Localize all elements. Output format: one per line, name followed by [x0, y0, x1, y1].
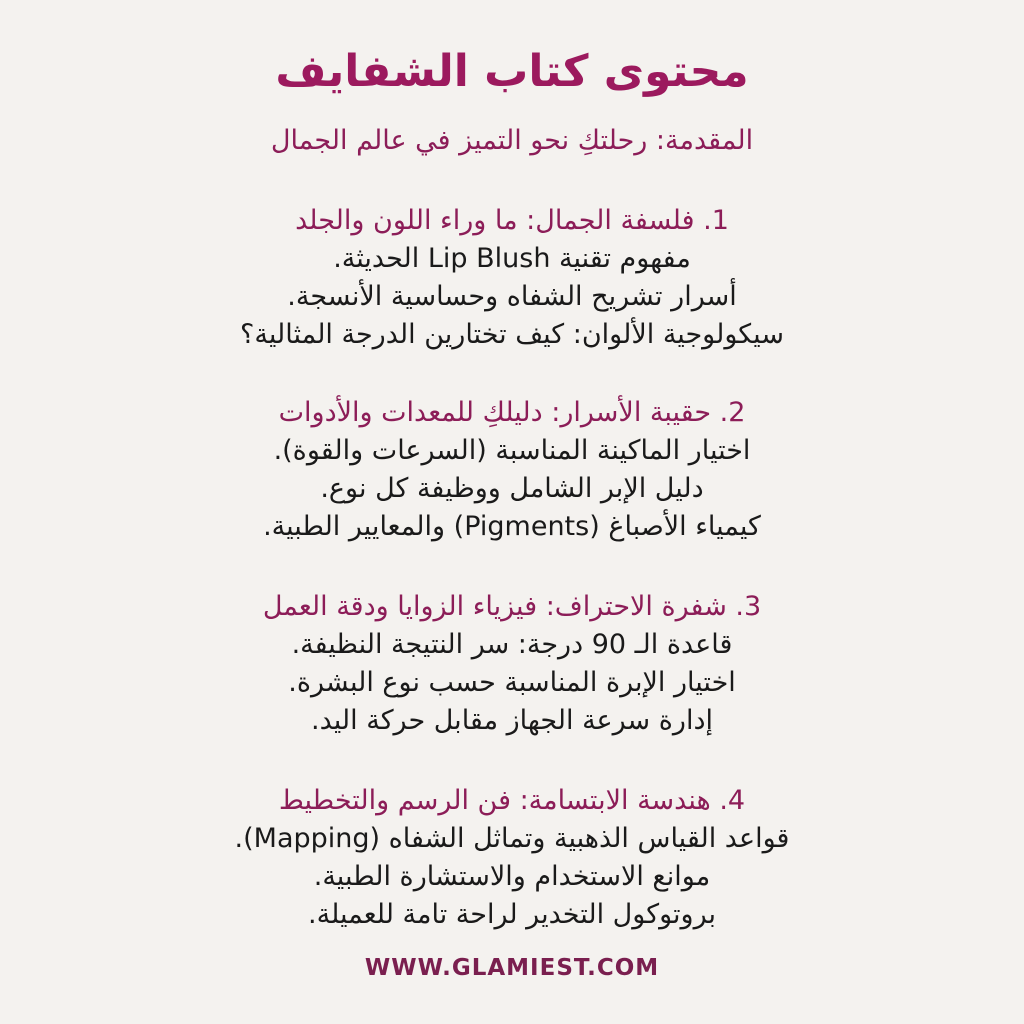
- section-item: اختيار الماكينة المناسبة (السرعات والقوة).: [273, 435, 751, 466]
- section-item: موانع الاستخدام والاستشارة الطبية.: [313, 861, 711, 892]
- section-item: إدارة سرعة الجهاز مقابل حركة اليد.: [311, 705, 713, 736]
- section-2: [0, 394, 1024, 546]
- page-title: محتوى كتاب الشفايف: [275, 46, 749, 97]
- section-item: دليل الإبر الشامل ووظيفة كل نوع.: [320, 473, 704, 504]
- section-4: [0, 782, 1024, 934]
- section-item: قواعد القياس الذهبية وتماثل الشفاه (Mapping).: [234, 823, 790, 854]
- section-item: أسرار تشريح الشفاه وحساسية الأنسجة.: [287, 281, 737, 312]
- section-item: مفهوم تقنية Lip Blush الحديثة.: [333, 243, 691, 274]
- section-item: قاعدة الـ 90 درجة: سر النتيجة النظيفة.: [291, 629, 733, 660]
- section-item: بروتوكول التخدير لراحة تامة للعميلة.: [308, 899, 716, 930]
- section-heading: 3. شفرة الاحتراف: فيزياء الزوايا ودقة العمل: [262, 591, 762, 622]
- section-item: سيكولوجية الألوان: كيف تختارين الدرجة المثالية؟: [240, 319, 784, 350]
- section-item: كيمياء الأصباغ (Pigments) والمعايير الطبية.: [263, 511, 761, 542]
- section-heading: 2. حقيبة الأسرار: دليلكِ للمعدات والأدوات: [278, 397, 746, 428]
- website-link[interactable]: WWW.GLAMIEST.COM: [364, 955, 660, 981]
- intro-line: المقدمة: رحلتكِ نحو التميز في عالم الجمال: [270, 125, 754, 156]
- section-1: [0, 202, 1024, 354]
- section-heading: 4. هندسة الابتسامة: فن الرسم والتخطيط: [278, 785, 746, 816]
- section-heading: 1. فلسفة الجمال: ما وراء اللون والجلد: [295, 205, 729, 236]
- section-3: [0, 588, 1024, 740]
- section-item: اختيار الإبرة المناسبة حسب نوع البشرة.: [288, 667, 736, 698]
